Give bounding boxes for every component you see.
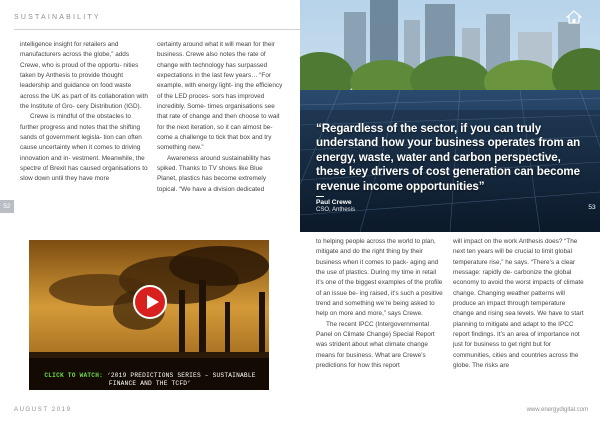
footer-url[interactable]: www.energydigital.com <box>526 407 588 413</box>
header-rule <box>14 29 300 30</box>
home-icon[interactable] <box>566 10 582 24</box>
page-number-right: 53 <box>588 204 596 211</box>
video-caption-lead: CLICK TO WATCH: <box>44 372 104 379</box>
quote-author-title: CSO, Anthesis <box>316 207 356 213</box>
paragraph: to helping people across the world to plan, mitigate and do the right thing by their business when it comes to pack- aging and the use of plastics. During my time in retail it’s one of the biggest examples of the profile of an issue be- ing raised, it’s such a positive trend and something we’re being asked to help on more and more,” says Crewe. <box>316 238 443 318</box>
article-column-4 <box>453 237 586 371</box>
paragraph: certainty around what it will mean for their business. Crewe also notes the rate of change with technology has surpassed expectations in the last few years… “For example, with energy light- ing the efficiency of the LED proces- sors has improved incredibly. Some- times organisations see that rate of change and then choose to wait for the next iteration, so it can almost be- come a challenge to tick that box and try something new.” <box>157 41 283 152</box>
quote-divider <box>316 196 324 197</box>
video-caption[interactable] <box>40 372 260 388</box>
page-number-left: 52 <box>0 200 14 213</box>
pull-quote: “Regardless of the sector, if you can truly understand how your business operates from an energy, waste, water and carbon perspective, these key drivers of cost generation can become revenue income opportunities” <box>316 122 581 193</box>
section-label: SUSTAINABILITY <box>14 14 101 21</box>
hero-image <box>300 0 600 232</box>
paragraph: Crewe is mindful of the obstacles to further progress and notes that the shifting sands of government legisla- tion can often cause uncertainty when it comes to driving innovation and in- vestment. Meanwhile, the spectre of Brexit has caused organisations to slow down until they have more <box>20 113 148 183</box>
footer-date: AUGUST 2019 <box>14 407 72 413</box>
paragraph: Awareness around sustainability has spiked. Thanks to TV shows like Blue Planet, plastics has become extremely topical. “We have a division dedicated <box>157 154 271 193</box>
article-column-2 <box>157 40 283 195</box>
quote-author: Paul Crewe <box>316 199 352 206</box>
paragraph: will impact on the work Anthesis does? “The next ten years will be crucial to limit global temperature rise,” he says. “There’s a clear message: rapidly de- carbonize the global economy to avoid the worst impacts of climate change. Changing weather patterns will produce an impact through temperature change and rising sea levels. We have to start planning to mitigate and adapt to the IPCC report findings. It’s an area of importance not just for business to get right but for communities, cities and countries across the globe. The risks are <box>453 238 584 370</box>
paragraph: intelligence insight for retailers and manufacturers across the globe,” adds Crewe, who is proud of the opportu- nities taken by Anthesis to provide thought leadership and guidance on food waste across the UK as part of its collaboration with the Institute of Gro- cery Distribution (IGD). <box>20 41 148 111</box>
play-button[interactable] <box>133 285 167 319</box>
article-column-3 <box>316 237 444 371</box>
article-column-1 <box>20 40 148 185</box>
paragraph: The recent IPCC (Intergovernmental Panel on Climate Change) Special Report was strident about what climate change means for business. What are Crewe’s predictions for how this report <box>316 320 435 370</box>
video-caption-title: ‘2019 PREDICTIONS SERIES – SUSTAINABLE FINANCE AND THE TCFD’ <box>103 372 256 387</box>
